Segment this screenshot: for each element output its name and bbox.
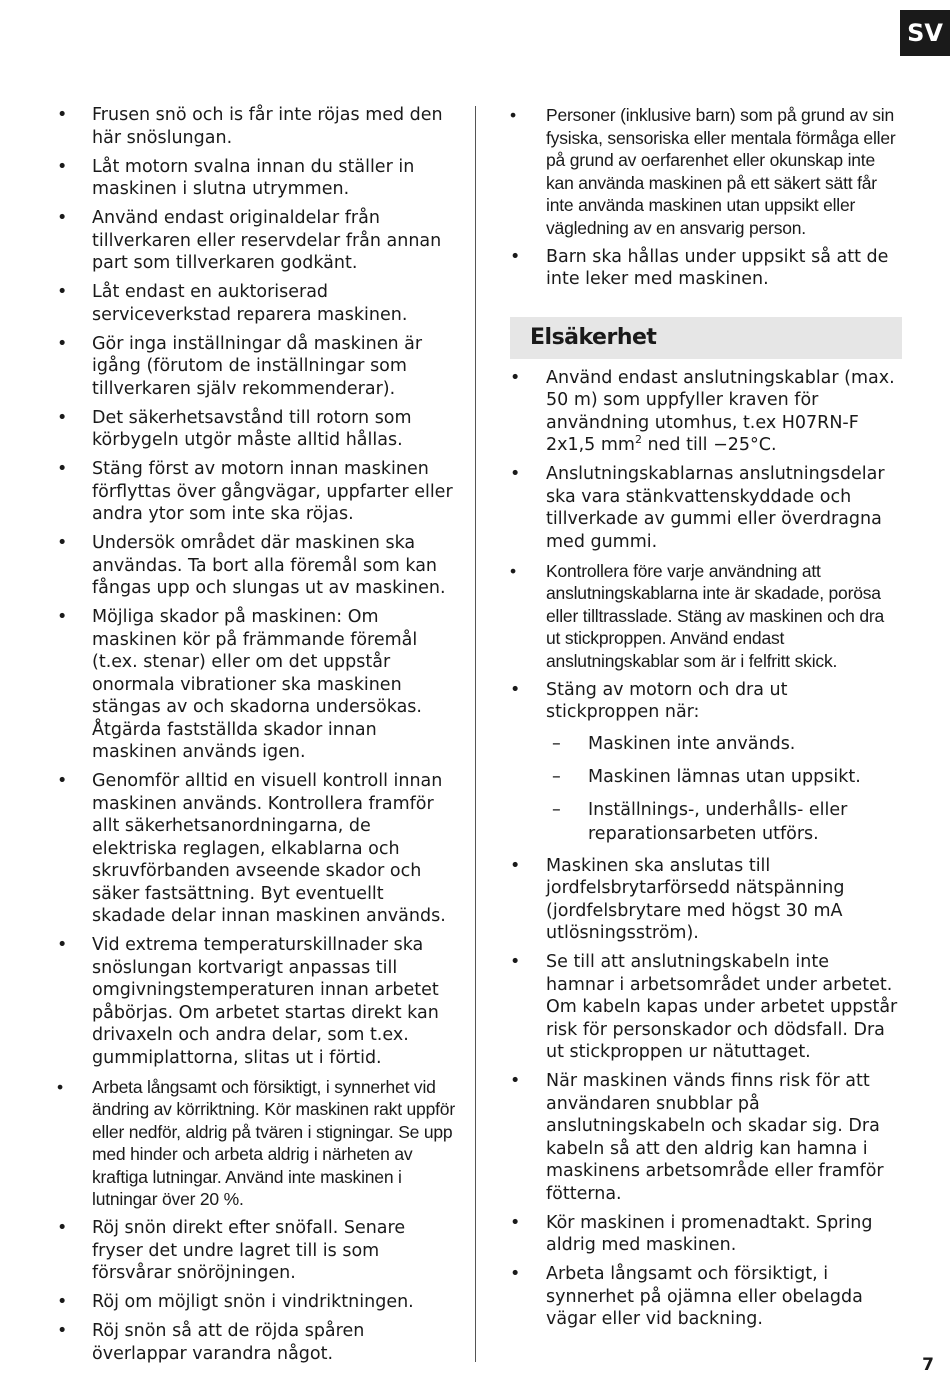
list-item: • Frusen snö och is får inte röjas med den här snöslungan. <box>57 104 457 149</box>
column-divider <box>475 106 476 1362</box>
cable-text-tail: ned till −25°C. <box>641 435 777 455</box>
list-item: • Röj snön direkt efter snöfall. Senare fryser det undre lagret till is som försvårar snöröjningen. <box>57 1217 457 1285</box>
list-item: • Gör inga inställningar då maskinen är igång (förutom de inställningar som tillverkaren själv rekommenderar). <box>57 333 457 401</box>
list-item: • Vid extrema temperaturskillnader ska snöslungan kortvarigt anpassas till omgivningstemperaturen innan arbetet påbörjas. Om arbetet startas direkt kan drivaxeln och andra delar, som t.ex. gummiplattorna, slitas ut i förtid. <box>57 934 457 1069</box>
list-item: • Möjliga skador på maskinen: Om maskinen kör på främmande föremål (t.ex. stenar) eller om det uppstår onormala vibrationer ska maskinen stängas av och skadorna undersökas. Åtgärda fastställda skador innan maskinen används igen. <box>57 606 457 764</box>
list-item <box>510 679 902 846</box>
list-item: • Barn ska hållas under uppsikt så att de inte leker med maskinen. <box>510 246 902 291</box>
list-item: • Genomför alltid en visuell kontroll innan maskinen används. Kontrollera framför allt säkerhetsanordningarna, de elektriska reglagen, elkablarna och skruvförbanden avseende skador och säker fastsättning. Byt eventuellt skadade delar innan maskinen används. <box>57 770 457 928</box>
list-item: • Låt motorn svalna innan du ställer in maskinen i slutna utrymmen. <box>57 156 457 201</box>
list-item: • Använd endast originaldelar från tillverkaren eller reservdelar från annan part som tillverkaren godkänt. <box>57 207 457 275</box>
dash-item: – Maskinen inte används. <box>546 732 902 756</box>
list-item-text: Stäng av motorn och dra ut stickproppen när: <box>546 679 788 722</box>
list-item: • Personer (inklusive barn) som på grund av sin fysiska, sensoriska eller mentala förmåga eller på grund av oerfarenhet eller okunskap inte kan använda maskinen på ett säkert sätt får inte använda maskinen utan uppsikt eller vägledning av en ansvarig person. <box>510 104 902 239</box>
superscript: 2 <box>634 433 642 447</box>
list-item: • Se till att anslutningskabeln inte hamnar i arbetsområdet under arbetet. Om kabeln kapas under arbetet uppstår risk för personskador och dödsfall. Dra ut stickproppen ur nätuttaget. <box>510 951 902 1064</box>
left-bullet-list <box>57 104 457 1365</box>
list-item: • Röj snön så att de röjda spåren överlappar varandra något. <box>57 1320 457 1365</box>
dash-item: – Inställnings-, underhålls- eller reparationsarbeten utförs. <box>546 798 902 846</box>
right-column <box>510 104 902 1337</box>
language-badge: SV <box>900 10 950 56</box>
left-column <box>57 104 457 1372</box>
list-item: • Kontrollera före varje användning att anslutningskablarna inte är skadade, porösa eller tilltrasslade. Stäng av maskinen och dra ut stickproppen. Använd endast anslutningskablar som är i felfritt skick. <box>510 560 902 673</box>
right-bullet-list-mid <box>510 367 902 1331</box>
list-item: • Arbeta långsamt och försiktigt, i synnerhet på ojämna eller obelagda vägar eller vid backning. <box>510 1263 902 1331</box>
list-item: • Det säkerhetsavstånd till rotorn som körbygeln utgör måste alltid hållas. <box>57 407 457 452</box>
dash-list <box>546 732 902 846</box>
list-item: • När maskinen vänds finns risk för att användaren snubblar på anslutningskabeln och skadar sig. Dra kabeln så att den aldrig kan hamna i maskinens arbetsområde eller framför fötterna. <box>510 1070 902 1205</box>
list-item: • Låt endast en auktoriserad serviceverkstad reparera maskinen. <box>57 281 457 326</box>
list-item: • Stäng först av motorn innan maskinen förflyttas över gångvägar, uppfarter eller andra ytor som inte ska röjas. <box>57 458 457 526</box>
list-item: • Anslutningskablarnas anslutningsdelar ska vara stänkvattenskyddade och tillverkade av gummi eller överdragna med gummi. <box>510 463 902 553</box>
list-item: • Röj om möjligt snön i vindriktningen. <box>57 1291 457 1314</box>
list-item: • Kör maskinen i promenadtakt. Spring aldrig med maskinen. <box>510 1212 902 1257</box>
list-item: • Arbeta långsamt och försiktigt, i synnerhet vid ändring av körriktning. Kör maskinen rakt uppför eller nedför, aldrig på tvären i stigningar. Se upp med hinder och arbeta aldrig i närheten av kraftiga lutningar. Använd inte maskinen i lutningar över 20 %. <box>57 1076 457 1211</box>
list-item: • Undersök området där maskinen ska användas. Ta bort alla föremål som kan fångas upp och slungas ut av maskinen. <box>57 532 457 600</box>
right-bullet-list-top <box>510 104 902 291</box>
list-item: • Maskinen ska anslutas till jordfelsbrytarförsedd nätspänning (jordfelsbrytare med högst 30 mA utlösningsström). <box>510 855 902 945</box>
cable-text: Använd endast anslutningskablar (max. 50 m) som uppfyller kraven för användning utomhus, t.ex H07RN-F 2x1,5 mm <box>546 367 895 455</box>
list-item <box>510 367 902 457</box>
dash-item: – Maskinen lämnas utan uppsikt. <box>546 765 902 789</box>
section-heading: Elsäkerhet <box>510 317 902 359</box>
page-number: 7 <box>922 1355 934 1375</box>
